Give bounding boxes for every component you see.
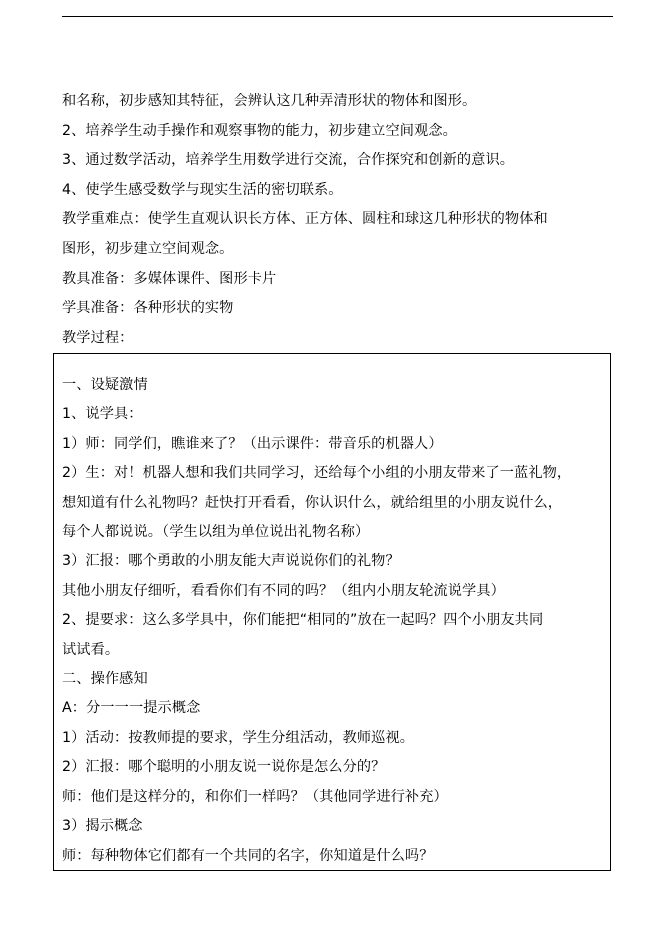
box-line: 师：他们是这样分的，和你们一样吗？（其他同学进行补充） <box>62 788 448 805</box>
box-line: A：分一一一提示概念 <box>62 700 201 717</box>
intro-line: 学具准备：各种形状的实物 <box>62 300 234 317</box>
intro-line: 和名称，初步感知其特征，会辨认这几种弄清形状的物体和图形。 <box>62 93 477 109</box>
box-line: 想知道有什么礼物吗？赶快打开看看，你认识什么，就给组里的小朋友说什么， <box>62 494 563 511</box>
intro-text <box>62 87 622 353</box>
teaching-process-body <box>62 371 610 871</box>
box-line: 3）汇报：哪个勇敢的小朋友能大声说说你们的礼物？ <box>62 553 400 570</box>
intro-line: 教具准备：多媒体课件、图形卡片 <box>62 270 277 287</box>
box-line: 一、设疑激情 <box>62 377 148 393</box>
intro-line: 3、通过数学活动，培养学生用数学进行交流，合作探究和创新的意识。 <box>62 152 515 169</box>
intro-line: 教学重难点：使学生直观认识长方体、正方体、圆柱和球这几种形状的物体和 <box>62 211 548 228</box>
intro-line: 4、使学生感受数学与现实生活的密切联系。 <box>62 181 343 198</box>
intro-line: 图形，初步建立空间观念。 <box>62 240 234 257</box>
box-line: 师：每种物体它们都有一个共同的名字，你知道是什么吗？ <box>62 847 434 864</box>
intro-line: 2、培养学生动手操作和观察事物的能力，初步建立空间观念。 <box>62 122 457 139</box>
box-line: 每个人都说说。（学生以组为单位说出礼物名称） <box>62 524 370 541</box>
box-line: 1、说学具： <box>62 406 143 423</box>
teaching-process-box <box>53 353 611 871</box>
box-line: 二、操作感知 <box>62 671 148 688</box>
box-line: 试试看。 <box>62 641 120 658</box>
box-line: 其他小朋友仔细听，看看你们有不同的吗？（组内小朋友轮流说学具） <box>62 582 505 599</box>
intro-line: 教学过程： <box>62 329 134 346</box>
box-line: 1）活动：按教师提的要求，学生分组活动，教师巡视。 <box>62 729 415 746</box>
box-line: 2）生：对！机器人想和我们共同学习，还给每个小组的小朋友带来了一蓝礼物， <box>62 465 572 482</box>
box-line: 1）师：同学们，瞧谁来了？（出示课件：带音乐的机器人） <box>62 435 443 452</box>
header-rule <box>62 16 613 17</box>
box-line: 2、提要求：这么多学具中，你们能把“相同的”放在一起吗？四个小朋友共同 <box>62 612 544 629</box>
box-line: 2）汇报：哪个聪明的小朋友说一说你是怎么分的？ <box>62 759 386 776</box>
box-line: 3）揭示概念 <box>62 818 143 835</box>
